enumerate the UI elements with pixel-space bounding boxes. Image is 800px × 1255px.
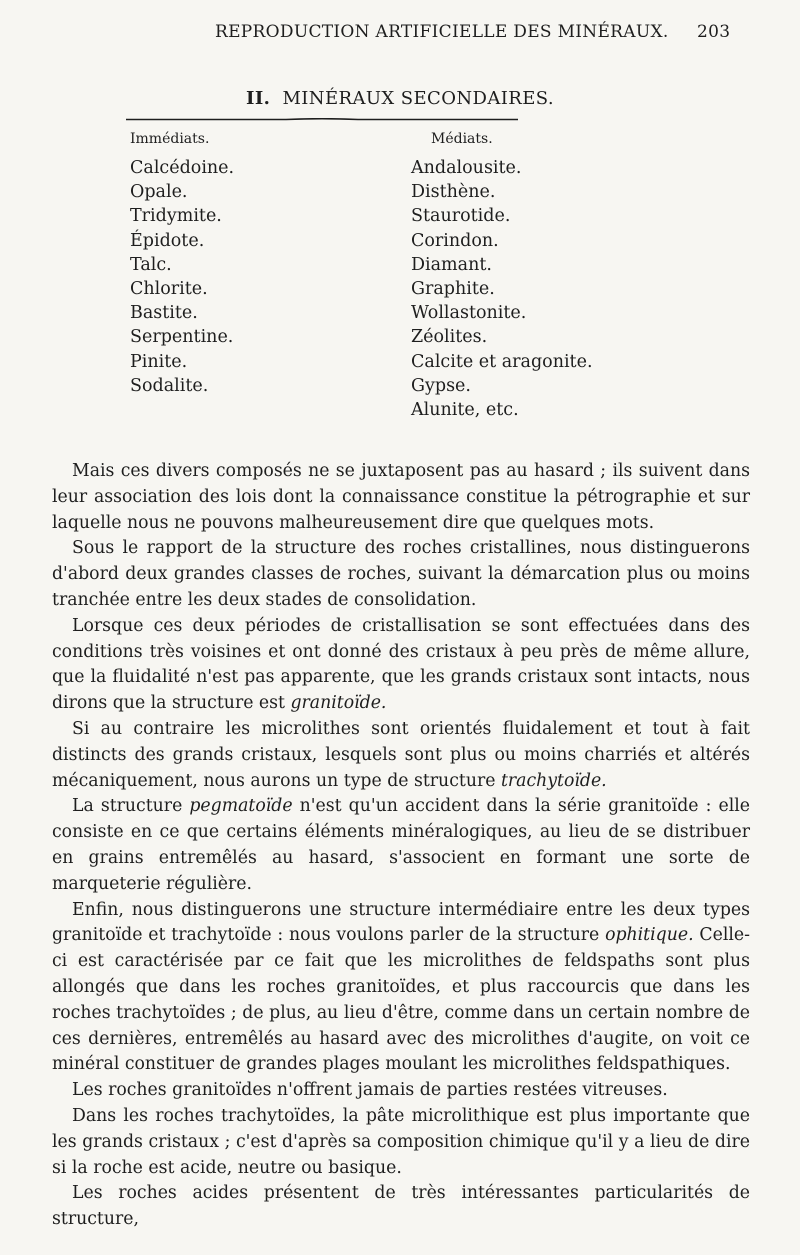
mineral-item: Serpentine.	[130, 327, 234, 348]
mineral-item: Andalousite.	[411, 158, 522, 178]
page-number: 203	[697, 22, 731, 42]
paragraph: La structure pegmatoïde n'est qu'un accident dans la série granitoïde : elle consiste en ce que certains éléments minéralogiques, au lieu de se distribuer en grains entremêlés au hasard, s'associent en formant une sorte de marqueterie régulière.	[52, 796, 750, 894]
paragraph: Dans les roches trachytoïdes, la pâte microlithique est plus importante que les grands cristaux ; c'est d'après sa composition chimique qu'il y a lieu de dire si la roche est acide, neutre ou basique.	[52, 1105, 750, 1178]
term-trachytoide: trachytoïde.	[500, 770, 607, 791]
immediate-minerals-list	[130, 156, 370, 398]
paragraph: Si au contraire les microlithes sont orientés fluidalement et tout à fait distincts des grands cristaux, lesquels sont plus ou moins charriés et altérés mécaniquement, nous aurons un type de structure trachytoïde.	[52, 718, 750, 791]
term-pegmatoide: pegmatoïde	[189, 796, 293, 817]
mineral-item: Corindon.	[411, 230, 499, 251]
section-title: MINÉRAUX SECONDAIRES.	[282, 88, 554, 109]
section-number: II.	[246, 88, 271, 109]
term-granitoide: granitoïde.	[290, 693, 387, 714]
mineral-item: Bastite.	[130, 303, 198, 324]
term-ophitique: ophitique.	[605, 925, 694, 946]
mineral-item: Pinite.	[130, 351, 188, 372]
mineral-item: Tridymite.	[130, 206, 222, 227]
mineral-item: Wollastonite.	[411, 303, 527, 324]
mineral-item: Graphite.	[411, 279, 495, 300]
paragraph: Mais ces divers composés ne se juxtaposent pas au hasard ; ils suivent dans leur association des lois dont la connaissance constitue la pétrographie et sur laquelle nous ne pouvons malheureusement dire que quelques mots.	[52, 461, 750, 533]
paragraph: Lorsque ces deux périodes de cristallisation se sont effectuées dans des conditions très voisines et ont donné des cristaux à peu près de même allure, que la fluidalité n'est pas apparente, que les grands cristaux sont intacts, nous dirons que la structure est granitoïde.	[52, 615, 750, 714]
paragraph: Enfin, nous distinguerons une structure intermédiaire entre les deux types granitoïde et trachytoïde : nous voulons parler de la structure ophitique. Celle-ci est caractérisée par ce fait que les microlithes de feldspaths sont plus allongés que dans les roches granitoïdes, et plus raccourcis que dans les roches trachytoïdes ; de plus, au lieu d'être, comme dans un certain nombre de ces dernières, entremêlés au hasard avec des microlithes d'augite, on voit ce minéral constituer de grandes plages moulant les microlithes feldspathiques.	[52, 899, 750, 1075]
mineral-item: Gypse.	[411, 375, 471, 396]
mineral-item: Calcédoine.	[130, 158, 235, 178]
mineral-item: Épidote.	[130, 230, 205, 251]
mineral-item: Staurotide.	[411, 206, 511, 227]
mineral-item: Sodalite.	[130, 375, 209, 396]
running-title: REPRODUCTION ARTIFICIELLE DES MINÉRAUX.	[215, 22, 669, 42]
body-text	[52, 459, 750, 1233]
mineral-item: Alunite, etc.	[411, 400, 519, 421]
mineral-item: Zéolites.	[411, 327, 488, 348]
mineral-item: Calcite et aragonite.	[411, 351, 593, 372]
paragraph: Les roches granitoïdes n'offrent jamais de parties restées vitreuses.	[72, 1080, 668, 1101]
mediate-minerals-list	[411, 156, 731, 422]
paragraph: Sous le rapport de la structure des roches cristallines, nous distinguerons d'abord deux grandes classes de roches, suivant la démarcation plus ou moins tranchée entre les deux stades de consolidation.	[52, 538, 750, 610]
page-header	[0, 22, 800, 52]
mediate-header: Médiats.	[431, 131, 493, 147]
paragraph: Les roches acides présentent de très intéressantes particularités de structure,	[52, 1183, 750, 1230]
section-heading	[0, 88, 800, 109]
mineral-item: Disthène.	[411, 182, 496, 203]
mineral-item: Opale.	[130, 182, 188, 203]
mineral-item: Diamant.	[411, 254, 492, 275]
immediate-header: Immédiats.	[130, 131, 210, 147]
decorative-rule	[126, 118, 518, 121]
mineral-item: Chlorite.	[130, 279, 208, 300]
mineral-item: Talc.	[130, 254, 172, 275]
